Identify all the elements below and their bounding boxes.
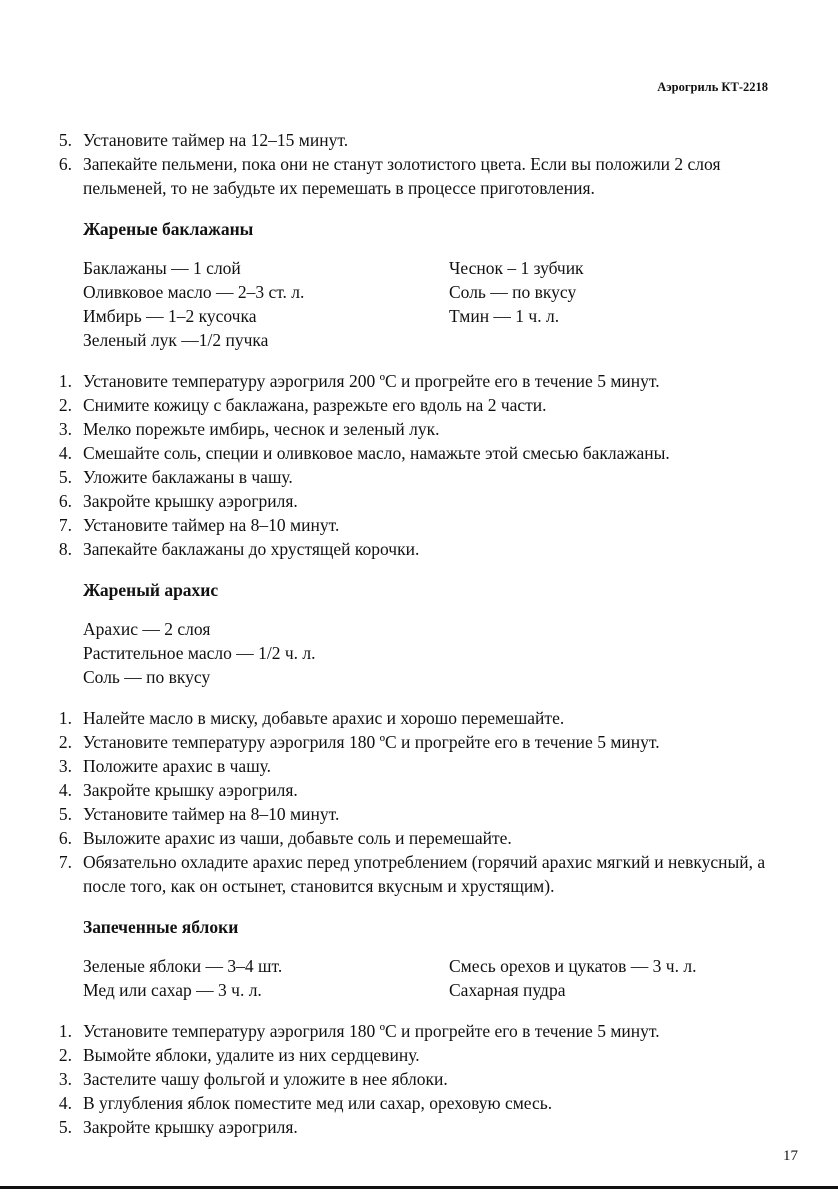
- ingredient: Тмин — 1 ч. л.: [449, 306, 560, 326]
- list-item: [50, 1067, 790, 1091]
- step-text: Закройте крышку аэрогриля.: [83, 1117, 298, 1137]
- steps-list: [50, 369, 790, 561]
- running-header: Аэрогриль КТ-2218: [657, 80, 768, 94]
- step-text: Установите таймер на 12–15 минут.: [83, 130, 349, 150]
- step-text: Запекайте пельмени, пока они не станут золотистого цвета. Если вы положили 2 слоя пельменей, то не забудьте их перемешать в процессе приготовления.: [83, 154, 721, 198]
- step-number: 4.: [58, 1093, 72, 1113]
- step-number: 5.: [58, 804, 72, 824]
- step-text: Установите таймер на 8–10 минут.: [83, 515, 340, 535]
- list-item: [50, 513, 790, 537]
- section-title: Жареные баклажаны: [83, 219, 254, 239]
- step-number: 3.: [58, 1069, 72, 1089]
- step-number: 6.: [58, 828, 72, 848]
- recipe-eggplant: [50, 217, 790, 561]
- list-item: [50, 417, 790, 441]
- ingredients: [83, 954, 790, 1002]
- ingredients-right: [449, 954, 790, 1002]
- step-text: Мелко порежьте имбирь, чеснок и зеленый лук.: [83, 419, 440, 439]
- step-text: Смешайте соль, специи и оливковое масло, намажьте этой смесью баклажаны.: [83, 443, 670, 463]
- step-number: 5.: [58, 130, 72, 150]
- step-number: 4.: [58, 443, 72, 463]
- ingredient: Зеленый лук —1/2 пучка: [83, 330, 269, 350]
- intro-steps: [50, 128, 790, 200]
- step-number: 2.: [58, 732, 72, 752]
- ingredient: Имбирь — 1–2 кусочка: [83, 306, 257, 326]
- ingredient: Оливковое масло — 2–3 ст. л.: [83, 282, 305, 302]
- list-item: [50, 1115, 790, 1139]
- ingredients-right: [449, 256, 790, 352]
- step-text: Установите температуру аэрогриля 180 ºС и прогрейте его в течение 5 минут.: [83, 1021, 660, 1041]
- step-text: Выложите арахис из чаши, добавьте соль и перемешайте.: [83, 828, 512, 848]
- step-number: 5.: [58, 467, 72, 487]
- step-text: Запекайте баклажаны до хрустящей корочки.: [83, 539, 420, 559]
- list-item: [50, 826, 790, 850]
- step-text: Установите таймер на 8–10 минут.: [83, 804, 340, 824]
- list-item: [50, 754, 790, 778]
- step-number: 2.: [58, 395, 72, 415]
- list-item: [50, 465, 790, 489]
- step-text: Налейте масло в миску, добавьте арахис и хорошо перемешайте.: [83, 708, 565, 728]
- list-item: [50, 730, 790, 754]
- ingredient: Смесь орехов и цукатов — 3 ч. л.: [449, 956, 697, 976]
- step-text: Установите температуру аэрогриля 200 ºС и прогрейте его в течение 5 минут.: [83, 371, 660, 391]
- step-number: 3.: [58, 419, 72, 439]
- ingredient: Растительное масло — 1/2 ч. л.: [83, 643, 316, 663]
- list-item: [50, 369, 790, 393]
- list-item: [50, 441, 790, 465]
- step-text: Обязательно охладите арахис перед употреблением (горячий арахис мягкий и невкусный, а после того, как он остынет, становится вкусным и хрустящим).: [83, 852, 766, 896]
- ingredient: Арахис — 2 слоя: [83, 619, 211, 639]
- list-item: [50, 778, 790, 802]
- step-number: 6.: [58, 491, 72, 511]
- ingredient: Соль — по вкусу: [83, 667, 211, 687]
- step-text: Установите температуру аэрогриля 180 ºС и прогрейте его в течение 5 минут.: [83, 732, 660, 752]
- step-number: 2.: [58, 1045, 72, 1065]
- list-item: [50, 1019, 790, 1043]
- list-item: [50, 393, 790, 417]
- steps-list: [50, 1019, 790, 1139]
- step-number: 5.: [58, 1117, 72, 1137]
- step-text: Закройте крышку аэрогриля.: [83, 491, 298, 511]
- ingredient: Соль — по вкусу: [449, 282, 577, 302]
- step-number: 1.: [58, 371, 72, 391]
- list-item: [50, 1091, 790, 1115]
- list-item: [50, 128, 790, 152]
- page-number: 17: [783, 1148, 798, 1164]
- ingredients: [83, 256, 790, 352]
- step-text: В углубления яблок поместите мед или сахар, ореховую смесь.: [83, 1093, 553, 1113]
- bottom-rule: [0, 1186, 838, 1189]
- step-text: Вымойте яблоки, удалите из них сердцевину.: [83, 1045, 420, 1065]
- ingredients-left: [83, 954, 449, 1002]
- list-item: [50, 152, 790, 200]
- step-text: Застелите чашу фольгой и уложите в нее яблоки.: [83, 1069, 448, 1089]
- step-number: 4.: [58, 780, 72, 800]
- list-item: [50, 1043, 790, 1067]
- list-item: [50, 489, 790, 513]
- ingredient: Мед или сахар — 3 ч. л.: [83, 980, 262, 1000]
- ingredient: Сахарная пудра: [449, 980, 566, 1000]
- ingredient: Баклажаны — 1 слой: [83, 258, 241, 278]
- step-text: Закройте крышку аэрогриля.: [83, 780, 298, 800]
- page-content: [50, 128, 790, 1139]
- step-number: 8.: [58, 539, 72, 559]
- step-number: 1.: [58, 708, 72, 728]
- ingredient: Зеленые яблоки — 3–4 шт.: [83, 956, 283, 976]
- list-item: [50, 706, 790, 730]
- step-text: Положите арахис в чашу.: [83, 756, 272, 776]
- section-title: Запеченные яблоки: [83, 917, 239, 937]
- list-item: [50, 537, 790, 561]
- step-number: 3.: [58, 756, 72, 776]
- ingredients: [83, 617, 790, 689]
- step-number: 7.: [58, 515, 72, 535]
- recipe-baked-apples: [50, 915, 790, 1139]
- steps-list: [50, 706, 790, 898]
- ingredients-left: [83, 256, 449, 352]
- section-title: Жареный арахис: [83, 580, 219, 600]
- recipe-peanuts: [50, 578, 790, 898]
- step-number: 6.: [58, 154, 72, 174]
- step-text: Снимите кожицу с баклажана, разрежьте его вдоль на 2 части.: [83, 395, 547, 415]
- step-number: 1.: [58, 1021, 72, 1041]
- ingredient: Чеснок – 1 зубчик: [449, 258, 584, 278]
- list-item: [50, 850, 790, 898]
- list-item: [50, 802, 790, 826]
- step-text: Уложите баклажаны в чашу.: [83, 467, 293, 487]
- step-number: 7.: [58, 852, 72, 872]
